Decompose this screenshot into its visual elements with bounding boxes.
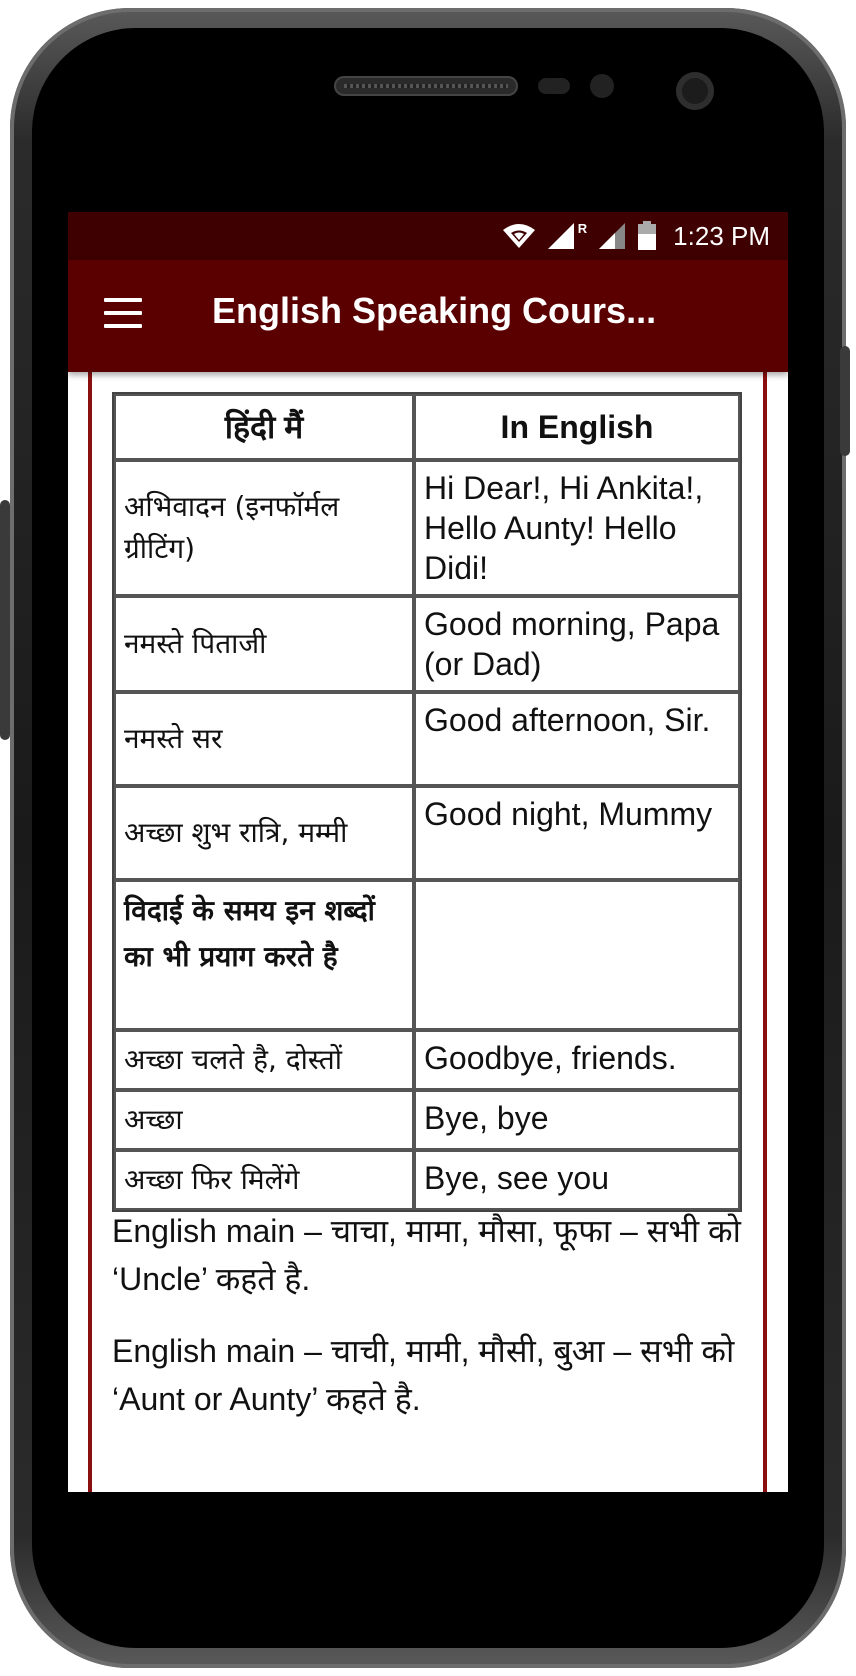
paragraph-uncle: English main – चाचा, मामा, मौसा, फूफा – सभी को ‘Uncle’ कहते है.	[112, 1213, 741, 1297]
table-row	[114, 880, 740, 1030]
cell-english: Bye, bye	[414, 1090, 740, 1150]
cell-hindi: अच्छा शुभ रात्रि, मम्मी	[114, 786, 414, 880]
paragraph-aunt: English main – चाची, मामी, मौसी, बुआ – सभी को ‘Aunt or Aunty’ कहते है.	[112, 1333, 735, 1417]
status-icons	[502, 212, 770, 260]
right-border-rule	[763, 372, 767, 1492]
cell-hindi: अच्छा	[114, 1090, 414, 1150]
cell-hindi: अभिवादन (इनफॉर्मल ग्रीटिंग)	[114, 460, 414, 596]
cell-english	[414, 880, 740, 1030]
table-header-row	[114, 394, 740, 460]
table-row	[114, 786, 740, 880]
left-border-rule	[88, 372, 92, 1492]
article-content[interactable]	[68, 372, 788, 1492]
cell-english: Good morning, Papa (or Dad)	[414, 596, 740, 692]
cell-hindi: नमस्ते पिताजी	[114, 596, 414, 692]
signal-icon	[546, 222, 576, 250]
cell-hindi: अच्छा फिर मिलेंगे	[114, 1150, 414, 1210]
power-button-right	[840, 346, 850, 456]
app-bar	[68, 260, 788, 372]
table-row	[114, 460, 740, 596]
cell-english: Good night, Mummy	[414, 786, 740, 880]
table-row	[114, 1030, 740, 1090]
header-hindi: हिंदी मैं	[114, 394, 414, 460]
volume-button-left	[0, 500, 10, 740]
hamburger-menu-icon[interactable]	[104, 298, 142, 328]
status-bar	[68, 212, 788, 260]
cell-english: Goodbye, friends.	[414, 1030, 740, 1090]
table-row	[114, 692, 740, 786]
table-row	[114, 1150, 740, 1210]
cell-english: Hi Dear!, Hi Ankita!, Hello Aunty! Hello Didi!	[414, 460, 740, 596]
cell-hindi: नमस्ते सर	[114, 692, 414, 786]
header-english: In English	[414, 394, 740, 460]
status-time: 1:23 PM	[673, 220, 770, 251]
roaming-signal-icon	[597, 222, 627, 250]
cell-english: Bye, see you	[414, 1150, 740, 1210]
phrase-table	[112, 392, 742, 1212]
battery-icon	[637, 221, 657, 251]
app-title: English Speaking Cours...	[212, 290, 657, 331]
wifi-icon	[502, 222, 536, 250]
table-row	[114, 1090, 740, 1150]
cell-hindi-subheading: विदाई के समय इन शब्दों का भी प्रयाग करते है	[114, 880, 414, 1030]
roaming-indicator: R	[577, 220, 588, 236]
earpiece-speaker	[334, 76, 518, 96]
device-screen	[68, 212, 788, 1492]
front-camera	[676, 72, 714, 110]
light-sensor	[590, 74, 614, 98]
proximity-sensor	[538, 78, 570, 94]
cell-hindi: अच्छा चलते है, दोस्तों	[114, 1030, 414, 1090]
table-row	[114, 596, 740, 692]
cell-english: Good afternoon, Sir.	[414, 692, 740, 786]
